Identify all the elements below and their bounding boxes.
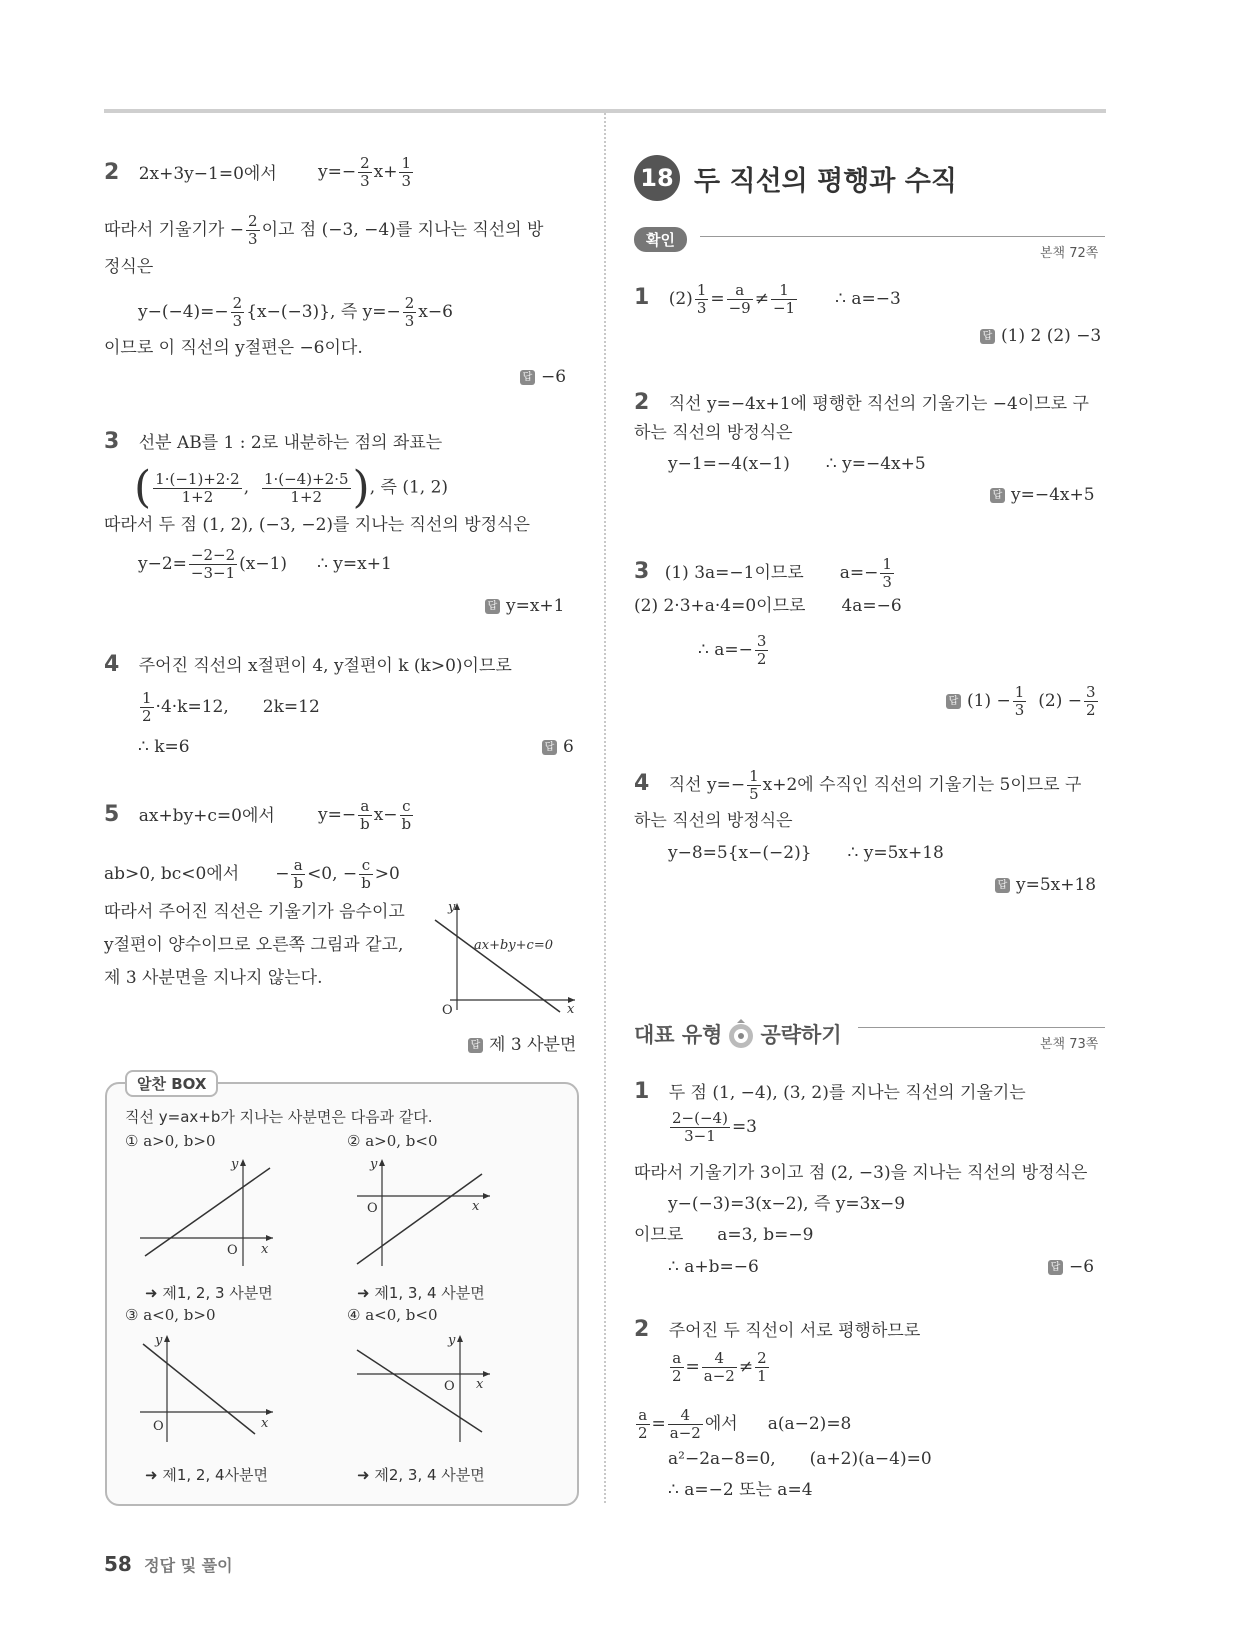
- rep-1-line-2: $\frac{2-(-4)}{3-1}$ =3: [672, 1109, 757, 1145]
- rep-1-line-1: 1 두 점 (1, −4), (3, 2)를 지나는 직선의 기울기는: [634, 1079, 1026, 1104]
- problem-2-line-2: 따라서 기울기가 − $\frac{2}{3}$ 이고 점 (−3, −4)를 지나는 직선의 방: [104, 212, 544, 248]
- check-3-line-1: 3 (1) 3a=−1이므로 a=− $\frac{1}{3}$: [634, 555, 892, 591]
- case-4-graph: [352, 1332, 502, 1442]
- problem-2-slope-form: y=− $\frac{2}{3}$ x+ $\frac{1}{3}$: [318, 154, 412, 190]
- axis-x-label: x: [567, 1002, 575, 1015]
- answer-icon: 답: [468, 1038, 483, 1053]
- problem-2-line-3: 정식은: [104, 257, 154, 277]
- check-4-line-1: 4 직선 y=− $\frac{1}{5}$ x+2에 수직인 직선의 기울기는 5이므로 구: [634, 767, 1082, 803]
- svg-text:y: y: [370, 1157, 378, 1172]
- svg-text:O: O: [153, 1419, 164, 1434]
- check-1-answer: 답 (1) 2 (2) −3: [980, 326, 1101, 346]
- case-1-condition: ① a>0, b>0: [125, 1132, 216, 1150]
- problem-4-line-1: 4 주어진 직선의 x절편이 4, y절편이 k (k>0)이므로: [104, 652, 512, 677]
- problem-2-line-4: y−(−4)=− $\frac{2}{3}$ {x−(−3)}, 즉 y=− $\frac{2}{3}$ x−6: [138, 294, 453, 330]
- problem-5-line-4: y절편이 양수이므로 오른쪽 그림과 같고,: [104, 935, 404, 955]
- check-4-answer: 답 y=5x+18: [995, 875, 1096, 895]
- check-2-line-3: y−1=−4(x−1) ∴ y=−4x+5: [668, 454, 926, 474]
- svg-text:O: O: [367, 1201, 378, 1216]
- svg-text:y: y: [448, 1333, 456, 1348]
- answer-icon: 답: [980, 329, 995, 344]
- axis-y-label: y: [448, 900, 456, 915]
- svg-text:O: O: [227, 1243, 238, 1258]
- problem-4-answer: 답 6: [542, 737, 574, 757]
- rep-rule: [858, 1027, 1105, 1028]
- case-4-result: ➜ 제2, 3, 4 사분면: [357, 1466, 485, 1484]
- check-4-line-2: 하는 직선의 방정식은: [634, 811, 793, 831]
- problem-2-line-1: [104, 160, 277, 185]
- problem-number: 3: [634, 559, 650, 584]
- rep-2-line-4: a²−2a−8=0, (a+2)(a−4)=0: [668, 1449, 932, 1469]
- check-3-line-2: (2) 2·3+a·4=0이므로 4a=−6: [634, 596, 902, 616]
- info-box-tab: 알찬 BOX: [125, 1070, 218, 1097]
- problem-number: 3: [104, 429, 120, 454]
- column-divider: [604, 113, 606, 1503]
- footer-label: 정답 및 풀이: [144, 1556, 233, 1575]
- problem-3-coordinates: ( $\frac{1\cdot(-1)+2\cdot 2}{1+2}$ , $\frac{1\cdot(-4)+2\cdot 5}{1+2}$ ), 즉 (1, 2): [134, 462, 449, 513]
- rep-1-answer: 답 −6: [1048, 1257, 1094, 1277]
- answer-icon: 답: [946, 694, 961, 709]
- case-1-graph: [135, 1156, 285, 1266]
- check-3-answer: 답 (1) − $\frac{1}{3}$ (2) − $\frac{3}{2}$: [946, 684, 1100, 719]
- check-page-ref: 본책 72쪽: [1040, 246, 1099, 261]
- rep-1-line-6: ∴ a+b=−6: [668, 1257, 759, 1277]
- answer-icon: 답: [990, 488, 1005, 503]
- svg-text:x: x: [476, 1377, 484, 1392]
- case-2-result: ➜ 제1, 3, 4 사분면: [357, 1284, 485, 1302]
- rep-2-line-5: ∴ a=−2 또는 a=4: [668, 1480, 813, 1500]
- rep-header: 대표 유형 공략하기: [634, 1018, 842, 1050]
- check-2-line-1: 2 직선 y=−4x+1에 평행한 직선의 기울기는 −4이므로 구: [634, 390, 1089, 415]
- answer-icon: 답: [1048, 1260, 1063, 1275]
- rep-2-line-1: 2 주어진 두 직선이 서로 평행하므로: [634, 1317, 921, 1342]
- problem-number: 1: [634, 285, 650, 310]
- rep-1-line-4: y−(−3)=3(x−2), 즉 y=3x−9: [668, 1194, 906, 1214]
- equation: 2x+3y−1=0에서: [138, 164, 277, 184]
- origin-label: O: [442, 1003, 453, 1015]
- check-1-line: 1 (2) $\frac{1}{3}$ = $\frac{a}{-9}$ ≠ $\frac{1}{-1}$ ∴ a=−3: [634, 281, 901, 317]
- problem-4-line-3: ∴ k=6: [138, 737, 190, 757]
- problem-5-graph: [430, 900, 580, 1015]
- trophy-icon: [726, 1018, 756, 1050]
- svg-text:y: y: [155, 1333, 163, 1348]
- problem-5-line-5: 제 3 사분면을 지나지 않는다.: [104, 968, 323, 988]
- section-number-badge: 18: [634, 155, 680, 201]
- rep-page-ref: 본책 73쪽: [1040, 1037, 1099, 1052]
- case-2-graph: [352, 1156, 502, 1266]
- rep-1-line-5: 이므로 a=3, b=−9: [634, 1225, 814, 1245]
- problem-number: 4: [104, 652, 120, 677]
- answer-icon: 답: [542, 740, 557, 755]
- problem-number: 2: [104, 160, 120, 185]
- problem-5-line-2: ab>0, bc<0에서 − $\frac{a}{b}$ <0, − $\frac{c}{b}$ >0: [104, 856, 400, 892]
- page-number: 58: [104, 1552, 132, 1576]
- page-footer: [104, 1552, 233, 1576]
- problem-number: 1: [634, 1079, 650, 1104]
- check-4-line-3: y−8=5{x−(−2)} ∴ y=5x+18: [668, 843, 944, 863]
- answer-icon: 답: [485, 599, 500, 614]
- check-2-line-2: 하는 직선의 방정식은: [634, 423, 793, 443]
- svg-text:x: x: [261, 1416, 269, 1431]
- svg-text:O: O: [444, 1379, 455, 1394]
- rep-2-line-3: $\frac{a}{2}$ = $\frac{4}{a-2}$ 에서 a(a−2)=8: [638, 1406, 852, 1442]
- problem-3-answer: 답 y=x+1: [485, 596, 565, 616]
- section-header: [634, 155, 957, 201]
- case-4-condition: ④ a<0, b<0: [347, 1306, 438, 1324]
- problem-3-line-3: 따라서 두 점 (1, 2), (−3, −2)를 지나는 직선의 방정식은: [104, 515, 530, 535]
- check-2-answer: 답 y=−4x+5: [990, 485, 1095, 505]
- problem-2-answer: 답 −6: [520, 367, 566, 387]
- problem-number: 2: [634, 1317, 650, 1342]
- problem-number: 4: [634, 771, 650, 796]
- problem-2-line-5: 이므로 이 직선의 y절편은 −6이다.: [104, 338, 363, 358]
- problem-5-slope-form: y=− $\frac{a}{b}$ x− $\frac{c}{b}$: [318, 797, 412, 833]
- case-3-result: ➜ 제1, 2, 4사분면: [145, 1466, 268, 1484]
- problem-5-line-3: 따라서 주어진 직선은 기울기가 음수이고: [104, 902, 405, 922]
- problem-number: 2: [634, 390, 650, 415]
- problem-4-line-2: $\frac{1}{2}$ ·4·k=12, 2k=12: [142, 689, 320, 725]
- answer-icon: 답: [995, 878, 1010, 893]
- svg-text:x: x: [472, 1199, 480, 1214]
- problem-3-line-1: 3 선분 AB를 1 : 2로 내분하는 점의 좌표는: [104, 429, 443, 454]
- svg-text:y: y: [231, 1157, 239, 1172]
- case-1-result: ➜ 제1, 2, 3 사분면: [145, 1284, 273, 1302]
- case-3-condition: ③ a<0, b>0: [125, 1306, 216, 1324]
- check-rule: [700, 236, 1105, 237]
- info-box: [105, 1075, 579, 1506]
- section-title: 두 직선의 평행과 수직: [694, 165, 957, 197]
- case-2-condition: ② a>0, b<0: [347, 1132, 438, 1150]
- problem-5-answer: 답 제 3 사분면: [468, 1030, 576, 1055]
- problem-5-line-1: 5 ax+by+c=0에서: [104, 802, 275, 827]
- rep-2-line-2: $\frac{a}{2}$ = $\frac{4}{a-2}$ ≠ $\frac{2}{1}$: [672, 1349, 767, 1385]
- check-3-line-3: ∴ a=− $\frac{3}{2}$: [698, 632, 767, 668]
- check-pill: 확인: [634, 227, 687, 252]
- line-label: ax+by+c=0: [474, 938, 553, 953]
- problem-number: 5: [104, 802, 120, 827]
- svg-text:x: x: [261, 1242, 269, 1257]
- rep-1-line-3: 따라서 기울기가 3이고 점 (2, −3)을 지나는 직선의 방정식은: [634, 1163, 1088, 1183]
- answer-icon: 답: [520, 370, 535, 385]
- info-box-intro: 직선 y=ax+b가 지나는 사분면은 다음과 같다.: [125, 1108, 433, 1126]
- problem-3-line-4: y−2= $\frac{-2-2}{-3-1}$ (x−1) ∴ y=x+1: [138, 546, 392, 582]
- case-3-graph: [135, 1332, 285, 1442]
